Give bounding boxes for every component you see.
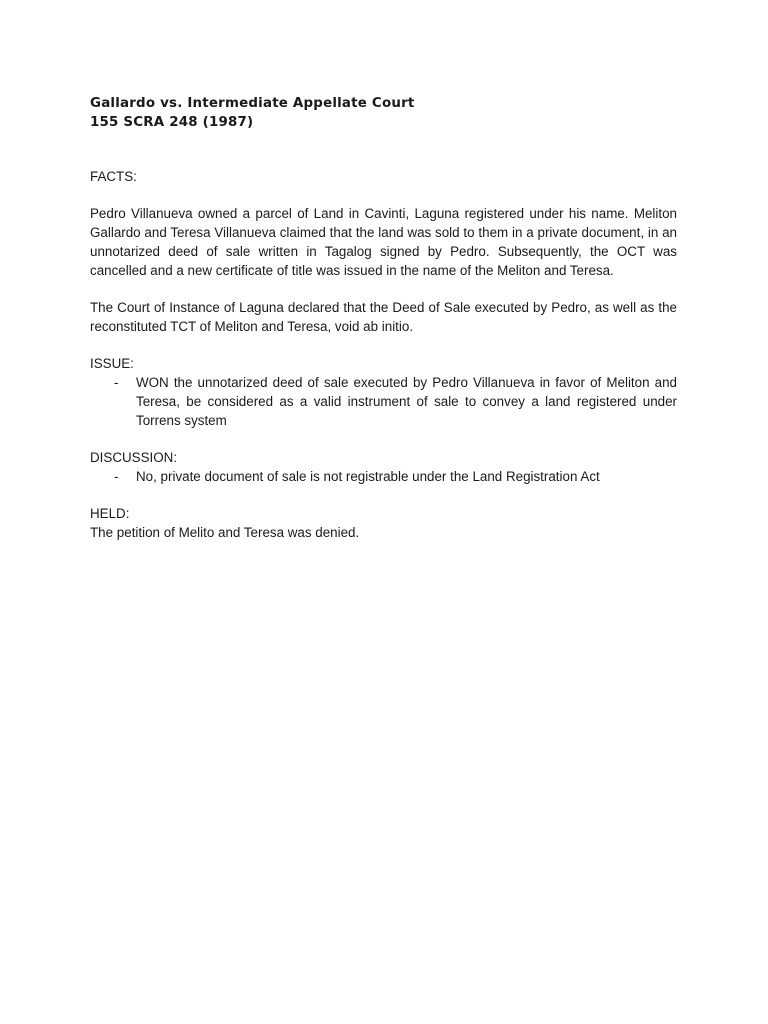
held-heading: HELD: — [90, 506, 130, 521]
case-citation: 155 SCRA 248 (1987) — [90, 115, 254, 130]
discussion-list — [90, 467, 677, 486]
facts-heading: FACTS: — [90, 169, 137, 184]
facts-paragraph-2: The Court of Instance of Laguna declared that the Deed of Sale executed by Pedro, as well as the reconstituted TCT of Meliton and Teresa, void ab initio. — [90, 300, 677, 334]
discussion-text: No, private document of sale is not registrable under the Land Registration Act — [136, 469, 600, 484]
issue-text: WON the unnotarized deed of sale executed by Pedro Villanueva in favor of Meliton and Teresa, be considered as a valid instrument of sale to convey a land registered under Torrens system — [136, 375, 677, 428]
case-title-block — [90, 94, 677, 132]
facts-paragraph-1: Pedro Villanueva owned a parcel of Land in Cavinti, Laguna registered under his name. Meliton Gallardo and Teresa Villanueva claimed that the land was sold to them in a private document, in an unnotarized deed of sale written in Tagalog signed by Pedro. Subsequently, the OCT was cancelled and a new certificate of title was issued in the name of the Meliton and Teresa. — [90, 206, 677, 278]
discussion-heading: DISCUSSION: — [90, 450, 178, 465]
issue-list — [90, 373, 677, 430]
list-item — [90, 467, 677, 486]
held-text: The petition of Melito and Teresa was denied. — [90, 525, 360, 540]
list-item — [90, 373, 677, 430]
issue-heading: ISSUE: — [90, 356, 134, 371]
document-page — [90, 94, 677, 542]
case-title: Gallardo vs. Intermediate Appellate Court — [90, 96, 415, 111]
dash-bullet: - — [114, 375, 119, 390]
dash-bullet: - — [114, 469, 119, 484]
